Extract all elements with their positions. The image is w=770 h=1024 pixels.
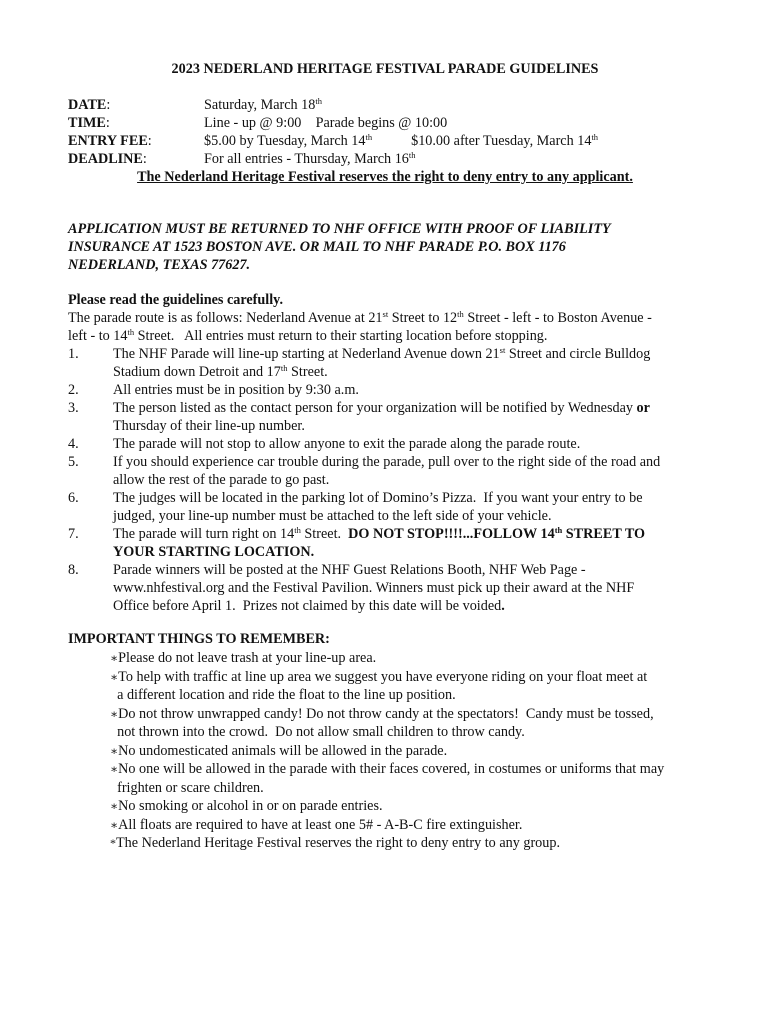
application-note-line: INSURANCE AT 1523 BOSTON AVE. OR MAIL TO NHF PARADE P.O. BOX 1176	[68, 239, 566, 255]
remember-item: ∗No smoking or alcohol in or on parade entries.	[110, 798, 383, 814]
remember-item: a different location and ride the float to the line up position.	[110, 687, 456, 703]
guideline-text: YOUR STARTING LOCATION.	[113, 544, 315, 560]
guideline-number: 7.	[68, 526, 79, 542]
detail-value: For all entries - Thursday, March 16th	[204, 150, 416, 167]
guideline-text: Parade winners will be posted at the NHF Guest Relations Booth, NHF Web Page -	[113, 562, 586, 578]
guideline-text: Office before April 1. Prizes not claimed by this date will be voided.	[113, 598, 505, 614]
detail-label: DEADLINE:	[68, 151, 147, 167]
detail-label: DATE:	[68, 97, 111, 113]
guideline-text: Stadium down Detroit and 17th Street.	[113, 363, 328, 380]
deny-entry-notice: The Nederland Heritage Festival reserves the right to deny entry to any applicant.	[137, 169, 633, 185]
guideline-text: The judges will be located in the parking lot of Domino’s Pizza. If you want your entry to be	[113, 490, 643, 506]
guidelines-heading: Please read the guidelines carefully.	[68, 292, 284, 308]
application-note-line: NEDERLAND, TEXAS 77627.	[68, 257, 251, 273]
guideline-number: 4.	[68, 436, 79, 452]
remember-item: frighten or scare children.	[110, 779, 264, 796]
detail-label: TIME:	[68, 115, 110, 131]
application-note-line: APPLICATION MUST BE RETURNED TO NHF OFFICE WITH PROOF OF LIABILITY	[68, 221, 611, 237]
remember-item: not thrown into the crowd. Do not allow small children to throw candy.	[110, 724, 525, 740]
detail-label: ENTRY FEE:	[68, 133, 152, 149]
route-line: The parade route is as follows: Nederland Avenue at 21st Street to 12th Street - left - to Boston Avenue -	[68, 309, 652, 326]
guideline-text: The parade will not stop to allow anyone to exit the parade along the parade route.	[113, 436, 581, 452]
guideline-text: judged, your line-up number must be attached to the left side of your vehicle.	[113, 508, 552, 524]
detail-value: Line - up @ 9:00 Parade begins @ 10:00	[204, 115, 448, 131]
remember-item: ∗Do not throw unwrapped candy! Do not throw candy at the spectators! Candy must be tossed,	[110, 705, 654, 722]
guideline-number: 5.	[68, 454, 79, 470]
guideline-text: The parade will turn right on 14th Street. DO NOT STOP!!!!...FOLLOW 14th STREET TO	[113, 525, 646, 542]
remember-heading: IMPORTANT THINGS TO REMEMBER:	[68, 631, 330, 647]
guideline-text: All entries must be in position by 9:30 a.m.	[113, 382, 359, 398]
detail-value: $5.00 by Tuesday, March 14th $10.00 after Tuesday, March 14th	[204, 132, 599, 149]
guideline-number: 8.	[68, 562, 79, 578]
guideline-text: allow the rest of the parade to go past.	[113, 472, 330, 488]
guideline-text: www.nhfestival.org and the Festival Pavilion. Winners must pick up their award at the NHF	[113, 580, 635, 596]
guideline-text: Thursday of their line-up number.	[113, 418, 305, 434]
remember-item: ∗All floats are required to have at least one 5# - A-B-C fire extinguisher.	[110, 816, 523, 833]
remember-item: ∗No one will be allowed in the parade with their faces covered, in costumes or uniforms that may	[110, 761, 665, 777]
guideline-number: 2.	[68, 382, 79, 398]
guideline-text: The NHF Parade will line-up starting at Nederland Avenue down 21st Street and circle Bulldog	[113, 345, 651, 362]
remember-item: ∗No undomesticated animals will be allowed in the parade.	[110, 742, 448, 759]
detail-value: Saturday, March 18th	[204, 96, 322, 113]
page-title: 2023 NEDERLAND HERITAGE FESTIVAL PARADE GUIDELINES	[171, 61, 599, 77]
guideline-number: 6.	[68, 490, 79, 506]
remember-item: *The Nederland Heritage Festival reserves the right to deny entry to any group.	[110, 835, 561, 851]
remember-item: ∗To help with traffic at line up area we suggest you have everyone riding on your float meet at	[110, 668, 648, 685]
remember-item: ∗Please do not leave trash at your line-up area.	[110, 650, 377, 666]
guideline-text: If you should experience car trouble during the parade, pull over to the right side of the road and	[113, 454, 661, 470]
guideline-number: 1.	[68, 346, 79, 362]
guideline-number: 3.	[68, 400, 79, 416]
application-note	[68, 220, 728, 274]
guideline-text: The person listed as the contact person for your organization will be notified by Wednesday or	[113, 400, 650, 416]
route-line: left - to 14th Street. All entries must return to their starting location before stopping.	[68, 327, 548, 344]
